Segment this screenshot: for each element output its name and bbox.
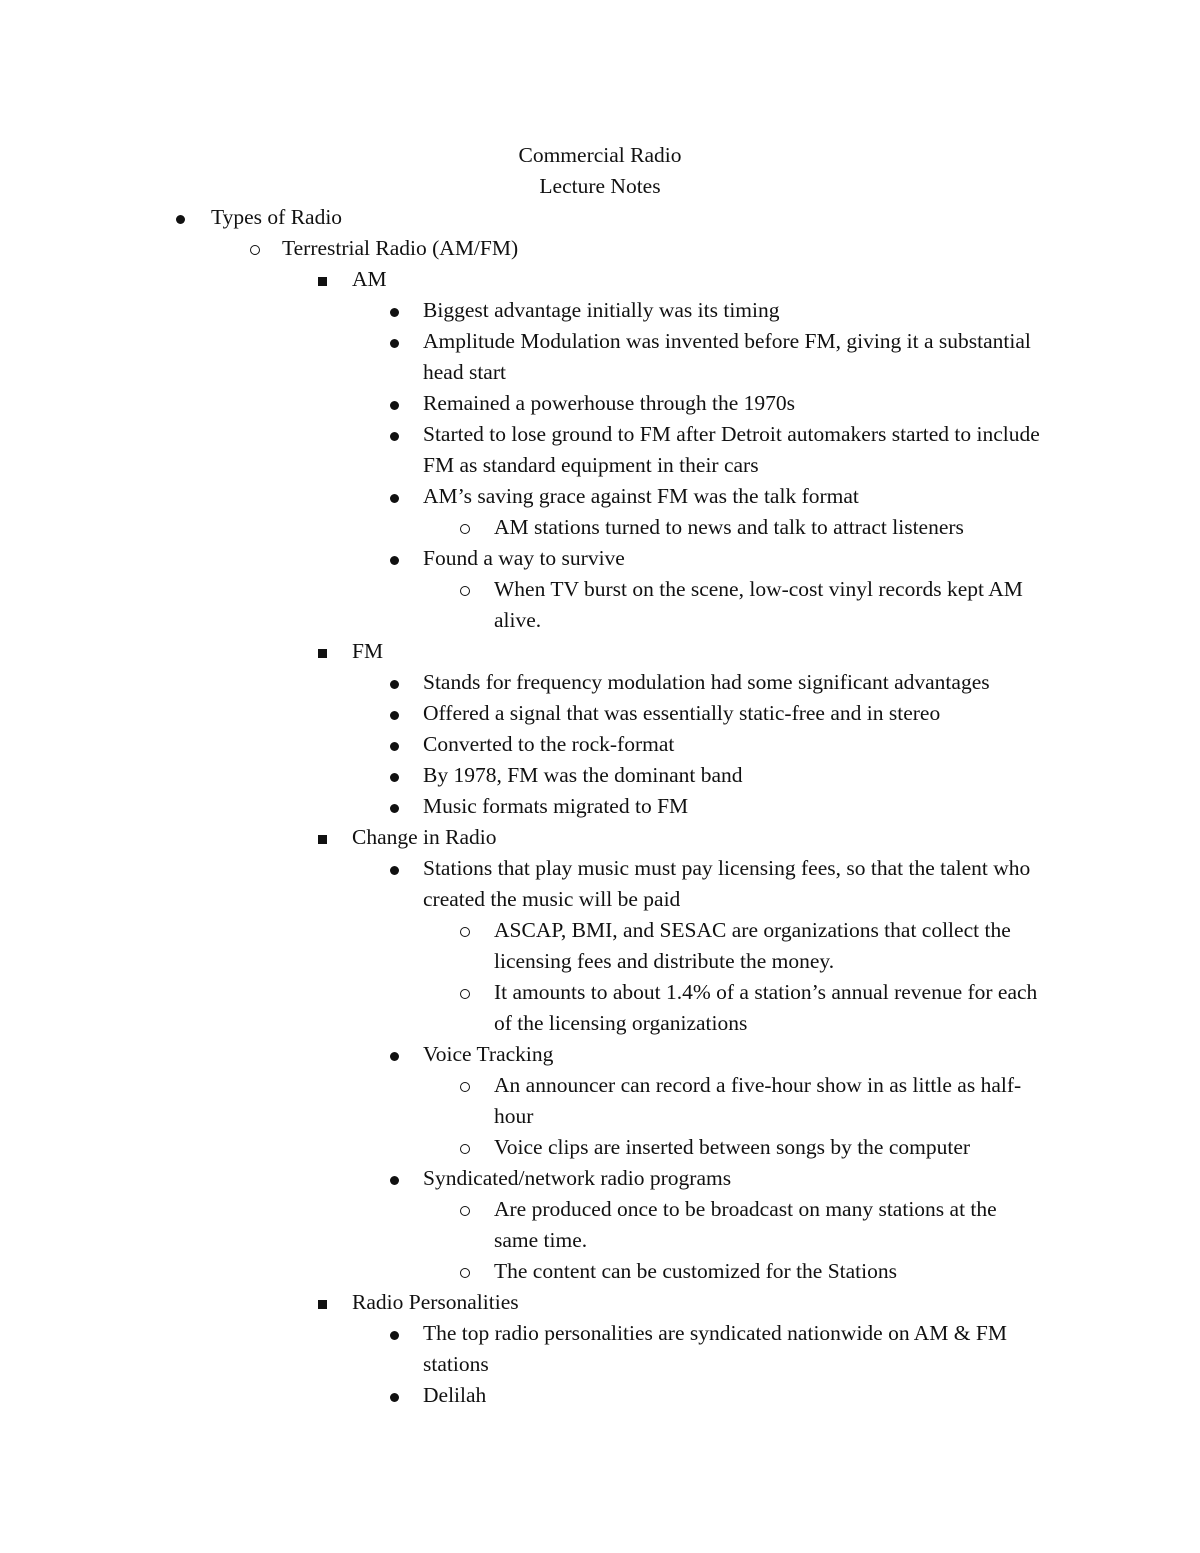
dot-bullet-icon [390,419,420,450]
outline-item [0,1287,1052,1318]
square-bullet-icon [318,264,348,295]
outline-item-text: AM [352,267,387,291]
dot-bullet-icon [390,667,420,698]
outline-item-text: Offered a signal that was essentially static-free and in stereo [423,701,941,725]
outline-item-text: Syndicated/network radio programs [423,1166,732,1190]
dot-bullet-icon [390,760,420,791]
ring-bullet-icon [460,1132,490,1163]
outline-item [0,1163,1048,1194]
dot-bullet-icon [390,1163,420,1194]
outline-item-text: Started to lose ground to FM after Detroit automakers started to include FM as standard equipment in their cars [423,422,1040,477]
ring-bullet-icon [460,1256,490,1287]
ring-bullet-icon [250,233,280,264]
dot-bullet-icon [390,1039,420,1070]
ring-bullet-icon [460,574,490,605]
outline-item [0,667,1048,698]
outline-item-text: Are produced once to be broadcast on many stations at the same time. [494,1197,997,1252]
dot-bullet-icon [176,202,206,233]
outline-item [0,915,1046,977]
outline-item-text: Delilah [423,1383,487,1407]
outline-item [0,574,1046,636]
dot-bullet-icon [390,1380,420,1411]
dot-bullet-icon [390,481,420,512]
dot-bullet-icon [390,853,420,884]
outline-item-text: Found a way to survive [423,546,625,570]
outline-item [0,233,1052,264]
outline-item [0,636,1052,667]
outline-item [0,760,1048,791]
outline-item [0,822,1052,853]
outline-item [0,977,1046,1039]
outline-item-text: Amplitude Modulation was invented before FM, giving it a substantial head start [423,329,1031,384]
outline-item [0,1039,1048,1070]
outline-item-text: Change in Radio [352,825,497,849]
outline-item-text: Voice clips are inserted between songs by the computer [494,1135,971,1159]
dot-bullet-icon [390,729,420,760]
ring-bullet-icon [460,1194,490,1225]
outline-item-text: ASCAP, BMI, and SESAC are organizations that collect the licensing fees and distribute the money. [494,918,1011,973]
outline-item-text: Types of Radio [211,205,343,229]
dot-bullet-icon [390,1318,420,1349]
outline-item [0,264,1052,295]
outline-item-text: The top radio personalities are syndicated nationwide on AM & FM stations [423,1321,1007,1376]
outline-item [0,543,1048,574]
outline-item-text: Terrestrial Radio (AM/FM) [282,236,519,260]
outline-item-text: Music formats migrated to FM [423,794,689,818]
ring-bullet-icon [460,915,490,946]
outline-item [0,295,1048,326]
outline-item-text: Biggest advantage initially was its timing [423,298,780,322]
outline-item-text: Converted to the rock-format [423,732,675,756]
outline-item-text: It amounts to about 1.4% of a station’s annual revenue for each of the licensing organizations [494,980,1038,1035]
square-bullet-icon [318,636,348,667]
outline-item-text: Stations that play music must pay licensing fees, so that the talent who created the music will be paid [423,856,1031,911]
outline-item-text: An announcer can record a five-hour show in as little as half-hour [494,1073,1022,1128]
outline-item [0,1380,1048,1411]
outline-item-text: The content can be customized for the Stations [494,1259,897,1283]
outline-item [0,419,1048,481]
ring-bullet-icon [460,977,490,1008]
document-subtitle: Lecture Notes [539,174,661,198]
outline-item [0,512,1046,543]
outline-item [0,388,1048,419]
outline-item [0,1070,1046,1132]
notes-outline [0,202,1200,1411]
outline-item [0,481,1048,512]
outline-item [0,853,1048,915]
outline-item [0,1256,1046,1287]
outline-item [0,1194,1046,1256]
dot-bullet-icon [390,791,420,822]
outline-item [0,698,1048,729]
outline-item-text: Voice Tracking [423,1042,554,1066]
outline-item-text: When TV burst on the scene, low-cost vinyl records kept AM alive. [494,577,1023,632]
dot-bullet-icon [390,388,420,419]
outline-item-text: Stands for frequency modulation had some significant advantages [423,670,990,694]
outline-item-text: Remained a powerhouse through the 1970s [423,391,795,415]
square-bullet-icon [318,1287,348,1318]
square-bullet-icon [318,822,348,853]
outline-item [0,1132,1046,1163]
outline-item [0,791,1048,822]
outline-item-text: FM [352,639,384,663]
outline-item [0,1318,1048,1380]
ring-bullet-icon [460,512,490,543]
outline-item [0,729,1048,760]
dot-bullet-icon [390,295,420,326]
dot-bullet-icon [390,698,420,729]
dot-bullet-icon [390,543,420,574]
title-block [0,140,1200,202]
ring-bullet-icon [460,1070,490,1101]
outline-item-text: By 1978, FM was the dominant band [423,763,743,787]
dot-bullet-icon [390,326,420,357]
outline-item-text: AM stations turned to news and talk to attract listeners [494,515,964,539]
outline-item-text: Radio Personalities [352,1290,519,1314]
outline-item-text: AM’s saving grace against FM was the talk format [423,484,859,508]
document-title: Commercial Radio [518,143,682,167]
outline-item [0,202,1051,233]
outline-item [0,326,1048,388]
